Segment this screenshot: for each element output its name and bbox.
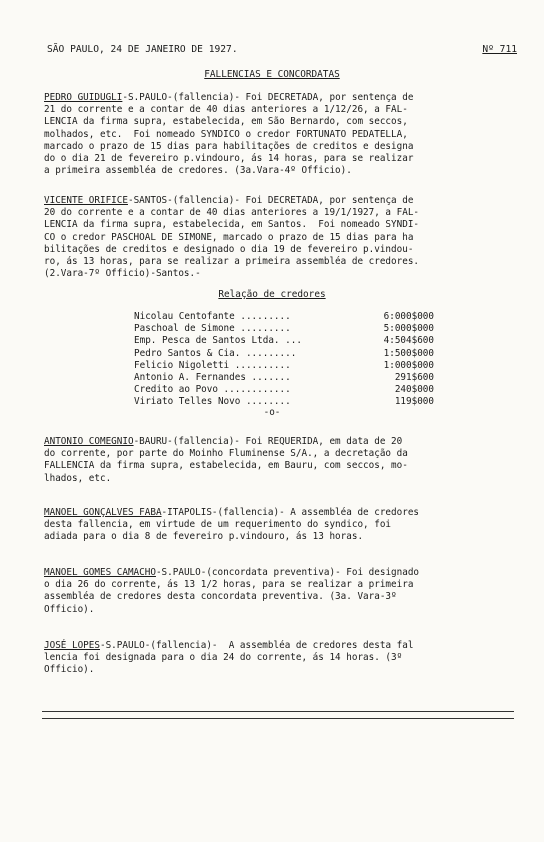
creditor-row bbox=[134, 335, 434, 347]
creditor-value: 5:000$000 bbox=[383, 323, 434, 335]
party-name: PEDRO GUIDUGLI bbox=[44, 92, 123, 103]
entry-line: FALLENCIA da firma supra, estabelecida, em Bauru, com seccos, mo- bbox=[44, 460, 408, 472]
entry-line: bilitações de creditos e designado o dia 19 de fevereiro p.vindou- bbox=[44, 243, 414, 255]
creditors-title-text: Relação de credores bbox=[218, 289, 326, 300]
creditors-title bbox=[0, 289, 544, 300]
entry-line: Officio). bbox=[44, 664, 95, 676]
rule-line-1 bbox=[42, 711, 514, 712]
entry-line: marcado o prazo de 15 dias para habilitações de creditos e designa bbox=[44, 140, 414, 152]
creditor-value: 119$000 bbox=[394, 396, 434, 408]
entry-line bbox=[44, 567, 510, 579]
creditor-name: Paschoal de Simone ......... bbox=[134, 323, 291, 335]
entry-line: lhados, etc. bbox=[44, 472, 112, 484]
entry-line-rest: -S.PAULO-(fallencia)- Foi DECRETADA, por sentença de bbox=[122, 92, 414, 103]
entry-manoel-gomes-camacho bbox=[44, 567, 510, 616]
party-name: MANOEL GOMES CAMACHO bbox=[44, 567, 156, 578]
entry-line-rest: -ITAPOLIS-(fallencia)- A assembléa de credores bbox=[161, 507, 420, 518]
entry-antonio-comegnio bbox=[44, 436, 510, 485]
entry-line: CO o credor PASCHOAL DE SIMONE, marcado o prazo de 15 dias para ha bbox=[44, 231, 414, 243]
entry-line: assembléa de credores desta concordata preventiva. (3a. Vara-3º bbox=[44, 591, 397, 603]
entry-line: ro, ás 13 horas, para se realizar a primeira assembléa de credores. bbox=[44, 256, 420, 268]
entry-line: do o dia 21 de fevereiro p.vindouro, ás 14 horas, para se realizar bbox=[44, 153, 414, 165]
entry-line: Officio). bbox=[44, 603, 95, 615]
creditor-name: Antonio A. Fernandes ....... bbox=[134, 371, 291, 383]
creditor-row bbox=[134, 348, 434, 360]
entry-line-rest: -SANTOS-(fallencia)- Foi DECRETADA, por sentença de bbox=[127, 195, 414, 206]
creditor-name: Felicio Nigoletti .......... bbox=[134, 359, 291, 371]
entry-line: do corrente, por parte do Moinho Fluminense S/A., a decretação da bbox=[44, 448, 408, 460]
entry-line: adiada para o dia 8 de fevereiro p.vindouro, ás 13 horas. bbox=[44, 531, 364, 543]
entry-line: desta fallencia, em virtude de um requerimento do syndico, foi bbox=[44, 519, 392, 531]
entry-line: lencia foi designada para o dia 24 do corrente, ás 14 horas. (3º bbox=[44, 652, 403, 664]
creditor-name: Pedro Santos & Cia. ......... bbox=[134, 347, 297, 359]
entry-line: 20 do corrente e a contar de 40 dias anteriores a 19/1/1927, a FAL- bbox=[44, 207, 420, 219]
entry-line bbox=[44, 507, 510, 519]
creditor-name: Emp. Pesca de Santos Ltda. ... bbox=[134, 335, 302, 347]
entry-line: a primeira assembléa de credores. (3a.Vara-4º Officio). bbox=[44, 165, 352, 177]
creditor-value: 6:000$000 bbox=[383, 311, 434, 322]
party-name: JOSÉ LOPES bbox=[44, 640, 100, 651]
creditor-row bbox=[134, 323, 434, 335]
entry-line: (2.Vara-7º Officio)-Santos.- bbox=[44, 268, 201, 280]
entry-pedro-guidugli bbox=[44, 92, 510, 177]
section-title: FALLENCIAS E CONCORDATAS bbox=[204, 69, 340, 80]
creditor-name: Viriato Telles Novo ........ bbox=[134, 396, 291, 408]
creditor-value: 1:500$000 bbox=[383, 347, 434, 359]
party-name: VICENTE ORIFICE bbox=[44, 195, 128, 206]
bulletin-number: Nº 711 bbox=[482, 44, 517, 55]
entry-manoel-goncalves-faba bbox=[44, 507, 510, 544]
entry-line-rest: -S.PAULO-(concordata preventiva)- Foi designado bbox=[155, 567, 420, 578]
creditor-row bbox=[134, 372, 434, 384]
entry-line: o dia 26 do corrente, ás 13 1/2 horas, para se realizar a primeira bbox=[44, 579, 414, 591]
entry-line: molhados, etc. Foi nomeado SYNDICO o credor FORTUNATO PEDATELLA, bbox=[44, 128, 408, 140]
party-name: MANOEL GONÇALVES FABA bbox=[44, 507, 162, 518]
entry-jose-lopes bbox=[44, 640, 510, 677]
entry-line-rest: -S.PAULO-(fallencia)- A assembléa de credores desta fal bbox=[99, 640, 414, 651]
creditors-list bbox=[134, 311, 434, 409]
creditor-value: 240$000 bbox=[394, 384, 434, 396]
party-name: ANTONIO COMEGNIO bbox=[44, 436, 134, 447]
creditor-name: Nicolau Centofante ......... bbox=[134, 311, 291, 322]
entry-line: 21 do corrente e a contar de 40 dias anteriores a 1/12/26, a FAL- bbox=[44, 104, 408, 116]
entry-line-rest: -BAURU-(fallencia)- Foi REQUERIDA, em data de 20 bbox=[133, 436, 403, 447]
place-date: SÃO PAULO, 24 DE JANEIRO DE 1927. bbox=[47, 44, 238, 55]
entry-line: LENCIA da firma supra, estabelecida, em São Bernardo, com seccos, bbox=[44, 116, 408, 128]
entry-line bbox=[44, 92, 510, 104]
creditor-name: Credito ao Povo ............ bbox=[134, 384, 291, 396]
rule-line-2 bbox=[42, 718, 514, 719]
entry-vicente-orifice bbox=[44, 195, 510, 280]
creditor-value: 1:000$000 bbox=[383, 359, 434, 371]
creditor-row bbox=[134, 311, 434, 323]
creditor-row bbox=[134, 360, 434, 372]
creditor-value: 291$600 bbox=[394, 371, 434, 383]
entry-line bbox=[44, 640, 510, 652]
creditor-row bbox=[134, 384, 434, 396]
entry-line bbox=[44, 436, 510, 448]
entry-line: LENCIA da firma supra, estabelecida, em Santos. Foi nomeado SYNDI- bbox=[44, 219, 420, 231]
separator: -o- bbox=[263, 407, 281, 418]
entry-line bbox=[44, 195, 510, 207]
document-header bbox=[47, 44, 517, 58]
creditor-value: 4:504$600 bbox=[383, 335, 434, 347]
